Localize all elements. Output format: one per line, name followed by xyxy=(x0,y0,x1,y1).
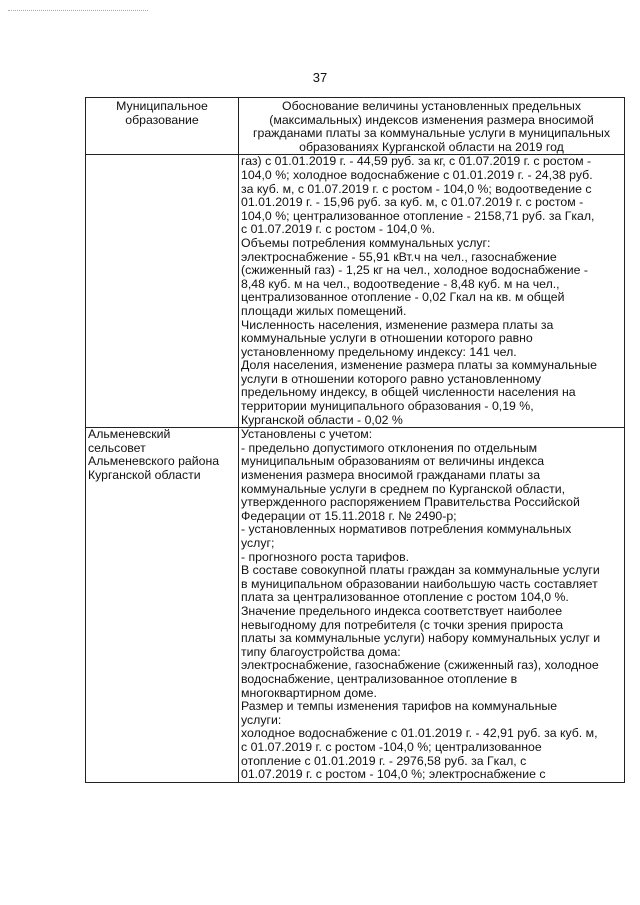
text-line: Объемы потребления коммунальных услуг: xyxy=(241,236,491,250)
text-line: Курганской области - 0,02 % xyxy=(241,413,403,427)
scan-artifact xyxy=(8,10,148,13)
text-line: предельному индексу, в общей численности населения на xyxy=(241,386,576,400)
text-line: (максимальных) индексов изменения размера вносимой xyxy=(269,113,594,127)
text-line: Курганской области xyxy=(88,469,201,483)
row2-municipality xyxy=(86,428,239,782)
text-line: плата за централизованное отопление с ростом 104,0 %. xyxy=(241,591,569,605)
text-line: Численность населения, изменение размера платы за xyxy=(241,318,554,332)
header-justification xyxy=(239,98,625,155)
text-line: изменения размера вносимой гражданами платы за xyxy=(241,469,541,483)
text-line: невыгодному для потребителя (с точки зрения прироста xyxy=(241,618,564,632)
text-line: централизованное отопление - 0,02 Гкал на кв. м общей xyxy=(241,291,565,305)
row1-justification xyxy=(239,155,625,428)
text-line: Муниципальное xyxy=(116,100,208,113)
header-municipality xyxy=(86,98,239,155)
text-line: площади жилых помещений. xyxy=(241,304,407,318)
text-line: платы за коммунальные услуги) набору коммунальных услуг и xyxy=(241,632,601,646)
text-line: - предельно допустимого отклонения по отдельным xyxy=(241,441,538,455)
page-number: 37 xyxy=(312,70,328,85)
text-line: Федерации от 15.11.2018 г. № 2490-р; xyxy=(241,509,457,523)
text-line: 104,0 %; холодное водоснабжение с 01.01.2019 г. - 24,38 руб. xyxy=(241,168,593,182)
text-line: коммунальные услуги в отношении которого равно xyxy=(241,332,533,346)
header-municipality-text xyxy=(88,100,236,127)
text-line: коммунальные услуги в среднем по Курганской области, xyxy=(241,482,566,496)
text-line: (сжиженный газ) - 1,25 кг на чел., холодное водоснабжение - xyxy=(241,264,589,278)
text-line: типу благоустройства дома: xyxy=(241,645,401,659)
text-line: - установленных нормативов потребления коммунальных xyxy=(241,523,572,537)
row2-justification xyxy=(239,428,625,782)
text-line: гражданами платы за коммунальные услуги в муниципальных xyxy=(253,127,610,141)
text-line: электроснабжение, газоснабжение (сжиженный газ), холодное xyxy=(241,659,599,673)
text-line: муниципальным образованиям от величины индекса xyxy=(241,455,545,469)
text-line: Альменевского района xyxy=(88,455,220,469)
text-line: услуги в отношении которого равно установленному xyxy=(241,372,542,386)
text-line: 104,0 %; централизованное отопление - 2158,71 руб. за Гкал, xyxy=(241,209,595,223)
text-line: за куб. м, с 01.07.2019 г. с ростом - 104,0 %; водоотведение с xyxy=(241,182,592,196)
text-line: 01.07.2019 г. с ростом - 104,0 %; электроснабжение с xyxy=(241,768,546,782)
header-justification-text xyxy=(241,100,622,154)
row2-justification-text xyxy=(241,428,622,781)
text-line: Доля населения, изменение размера платы за коммунальные xyxy=(241,359,597,373)
text-line: услуг; xyxy=(241,537,275,550)
text-line: отопление с 01.01.2019 г. - 2976,58 руб. за Гкал, с xyxy=(241,754,527,768)
text-line: с 01.07.2019 г. с ростом -104,0 %; централизованное xyxy=(241,740,542,754)
text-line: холодное водоснабжение с 01.01.2019 г. - 42,91 руб. за куб. м, xyxy=(241,727,598,741)
row2-municipality-text xyxy=(88,428,236,482)
text-line: Установлены с учетом: xyxy=(241,428,373,442)
text-line: электроснабжение - 55,91 кВт.ч на чел., газоснабжение xyxy=(241,250,557,264)
text-line: утвержденного распоряжением Правительства Российской xyxy=(241,496,580,510)
text-line: сельсовет xyxy=(88,441,146,455)
table-header-row xyxy=(86,98,625,155)
row1-justification-text xyxy=(241,155,622,427)
text-line: с 01.07.2019 г. с ростом - 104,0 %. xyxy=(241,223,435,237)
table-row xyxy=(86,428,625,782)
text-line: образованиях Курганской области на 2019 год xyxy=(299,140,564,154)
text-line: образование xyxy=(125,113,199,127)
justification-table xyxy=(85,97,625,783)
text-line: территории муниципального образования - 0,19 %, xyxy=(241,400,534,414)
text-line: Размер и темпы изменения тарифов на коммунальные xyxy=(241,700,558,714)
text-line: в муниципальном образовании наибольшую часть составляет xyxy=(241,577,598,591)
text-line: газ) с 01.01.2019 г. - 44,59 руб. за кг, с 01.07.2019 г. с ростом - xyxy=(241,155,592,169)
text-line: Альменевский xyxy=(88,428,171,442)
text-line: Обоснование величины установленных предельных xyxy=(282,100,581,113)
table-row xyxy=(86,155,625,428)
text-line: услуги: xyxy=(241,713,282,727)
row1-municipality xyxy=(86,155,239,428)
text-line: многоквартирном доме. xyxy=(241,686,377,700)
text-line: водоснабжение, централизованное отопление в xyxy=(241,672,518,686)
text-line: 01.01.2019 г. - 15,96 руб. за куб. м, с 01.07.2019 г. с ростом - xyxy=(241,196,584,210)
text-line: В составе совокупной платы граждан за коммунальные услуги xyxy=(241,564,600,578)
text-line: Значение предельного индекса соответствует наиболее xyxy=(241,604,563,618)
text-line: - прогнозного роста тарифов. xyxy=(241,550,410,564)
text-line: 8,48 куб. м на чел., водоотведение - 8,48 куб. м на чел., xyxy=(241,277,560,291)
text-line: установленному предельному индексу: 141 чел. xyxy=(241,345,517,359)
